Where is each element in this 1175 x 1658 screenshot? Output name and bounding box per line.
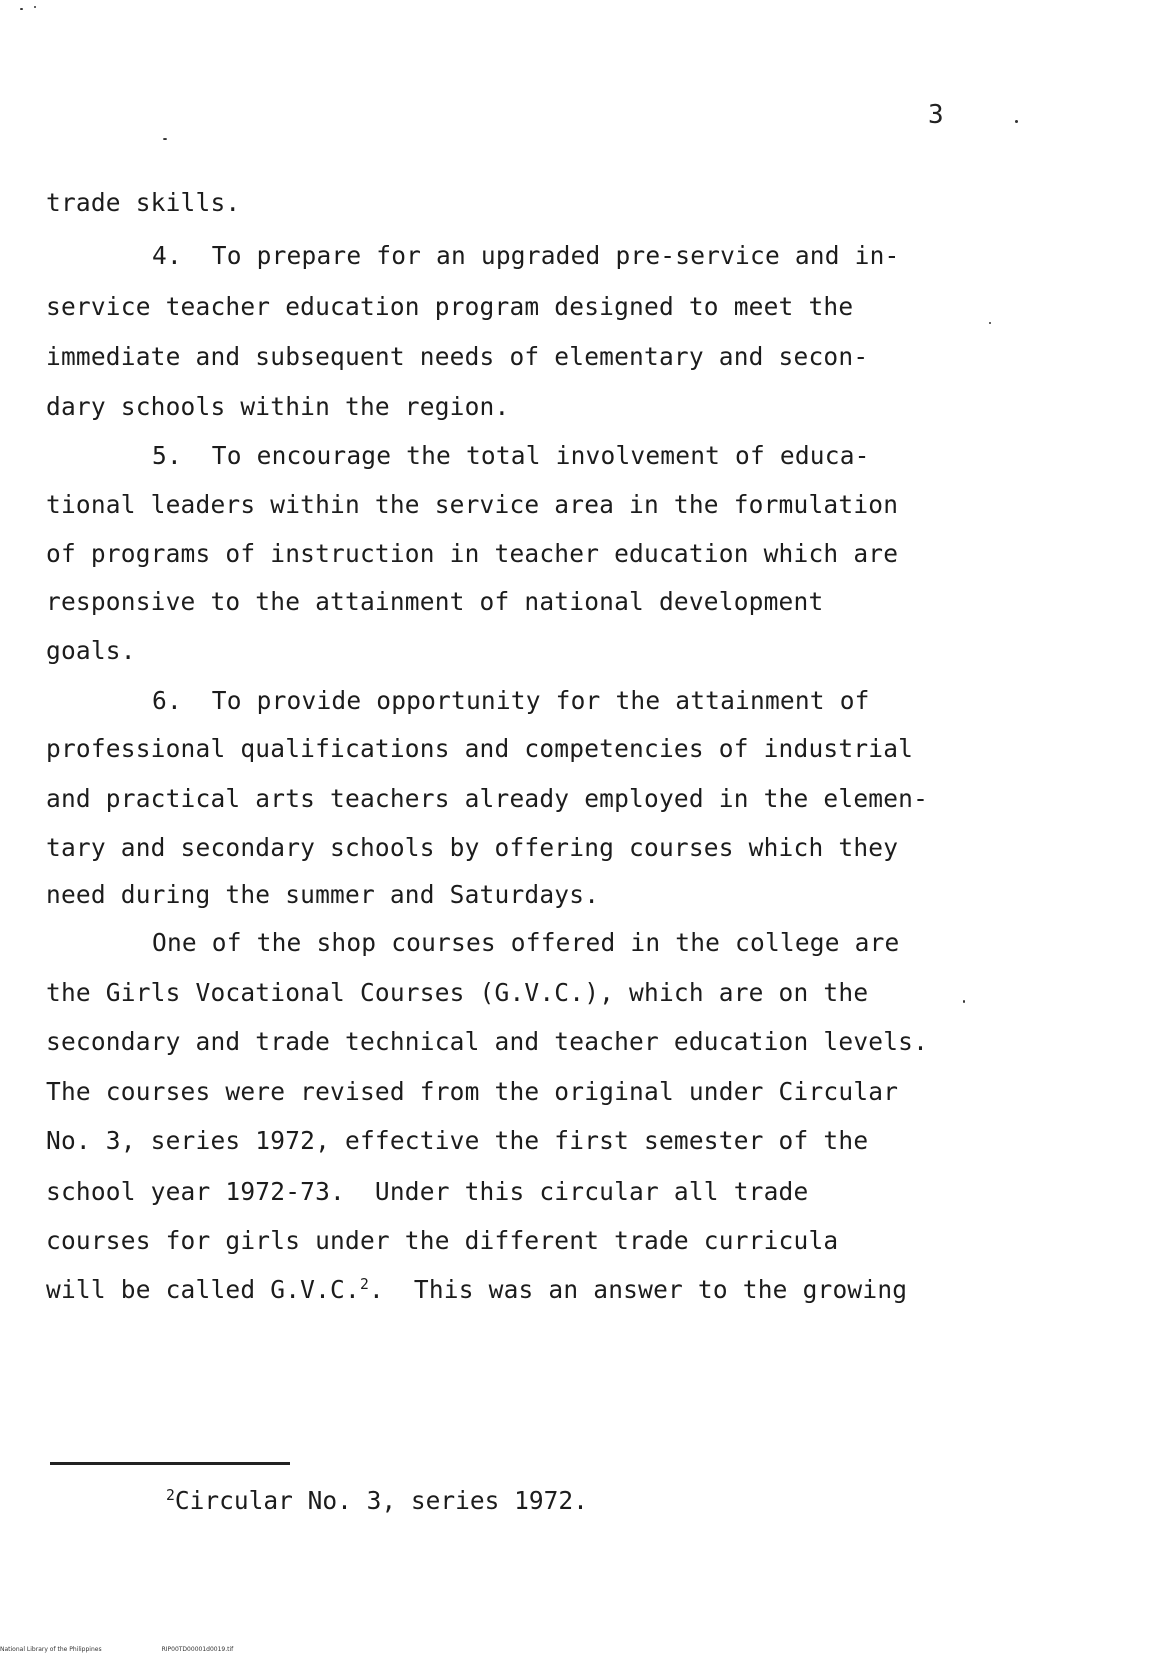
body-line: dary schools within the region. [46, 392, 510, 421]
page-number: 3 [928, 100, 944, 130]
body-line: 5. To encourage the total involvement of educa- [152, 441, 870, 470]
footnote-marker: 2 [166, 1486, 175, 1504]
scan-speck [20, 8, 23, 10]
body-line: school year 1972-73. Under this circular all trade [46, 1177, 809, 1206]
footnote [166, 1486, 588, 1515]
scanner-footer [0, 1646, 233, 1653]
footnote-reference: 2 [359, 1275, 370, 1293]
body-line: need during the summer and Saturdays. [46, 880, 600, 909]
body-line: and practical arts teachers already employed in the elemen- [46, 784, 929, 813]
body-line: The courses were revised from the original under Circular [46, 1077, 899, 1106]
body-line: service teacher education program designed to meet the [46, 292, 854, 321]
body-line: No. 3, series 1972, effective the first semester of the [46, 1126, 869, 1155]
body-line: 6. To provide opportunity for the attainment of [152, 686, 870, 715]
body-line: 4. To prepare for an upgraded pre-service and in- [152, 241, 900, 270]
scanner-footer-right: RIP00TD00001d0019.tif [161, 1646, 234, 1653]
scanner-footer-left: National Library of the Philippines [0, 1646, 102, 1653]
body-line-with-footnote-ref [46, 1275, 907, 1304]
line-text-after: . This was an answer to the growing [369, 1275, 908, 1304]
scan-speck [963, 1000, 965, 1003]
scan-speck [34, 6, 36, 8]
body-line: tary and secondary schools by offering courses which they [46, 833, 899, 862]
body-line: responsive to the attainment of national development [46, 587, 824, 616]
line-text-before: will be called G.V.C. [46, 1275, 360, 1304]
body-line: goals. [46, 636, 136, 665]
body-line: courses for girls under the different trade curricula [46, 1226, 839, 1255]
scan-speck [989, 322, 991, 324]
body-line: of programs of instruction in teacher education which are [46, 539, 899, 568]
footnote-text: Circular No. 3, series 1972. [174, 1486, 588, 1515]
scan-speck [1015, 120, 1018, 123]
body-line: tional leaders within the service area in the formulation [46, 490, 899, 519]
body-line: professional qualifications and competencies of industrial [46, 734, 914, 763]
scan-speck [163, 138, 167, 140]
body-line: secondary and trade technical and teacher education levels. [46, 1027, 929, 1056]
body-line: the Girls Vocational Courses (G.V.C.), which are on the [46, 978, 869, 1007]
body-line: immediate and subsequent needs of elementary and secon- [46, 342, 869, 371]
footnote-rule [50, 1462, 290, 1465]
body-line: trade skills. [46, 188, 241, 217]
body-line: One of the shop courses offered in the college are [152, 928, 900, 957]
